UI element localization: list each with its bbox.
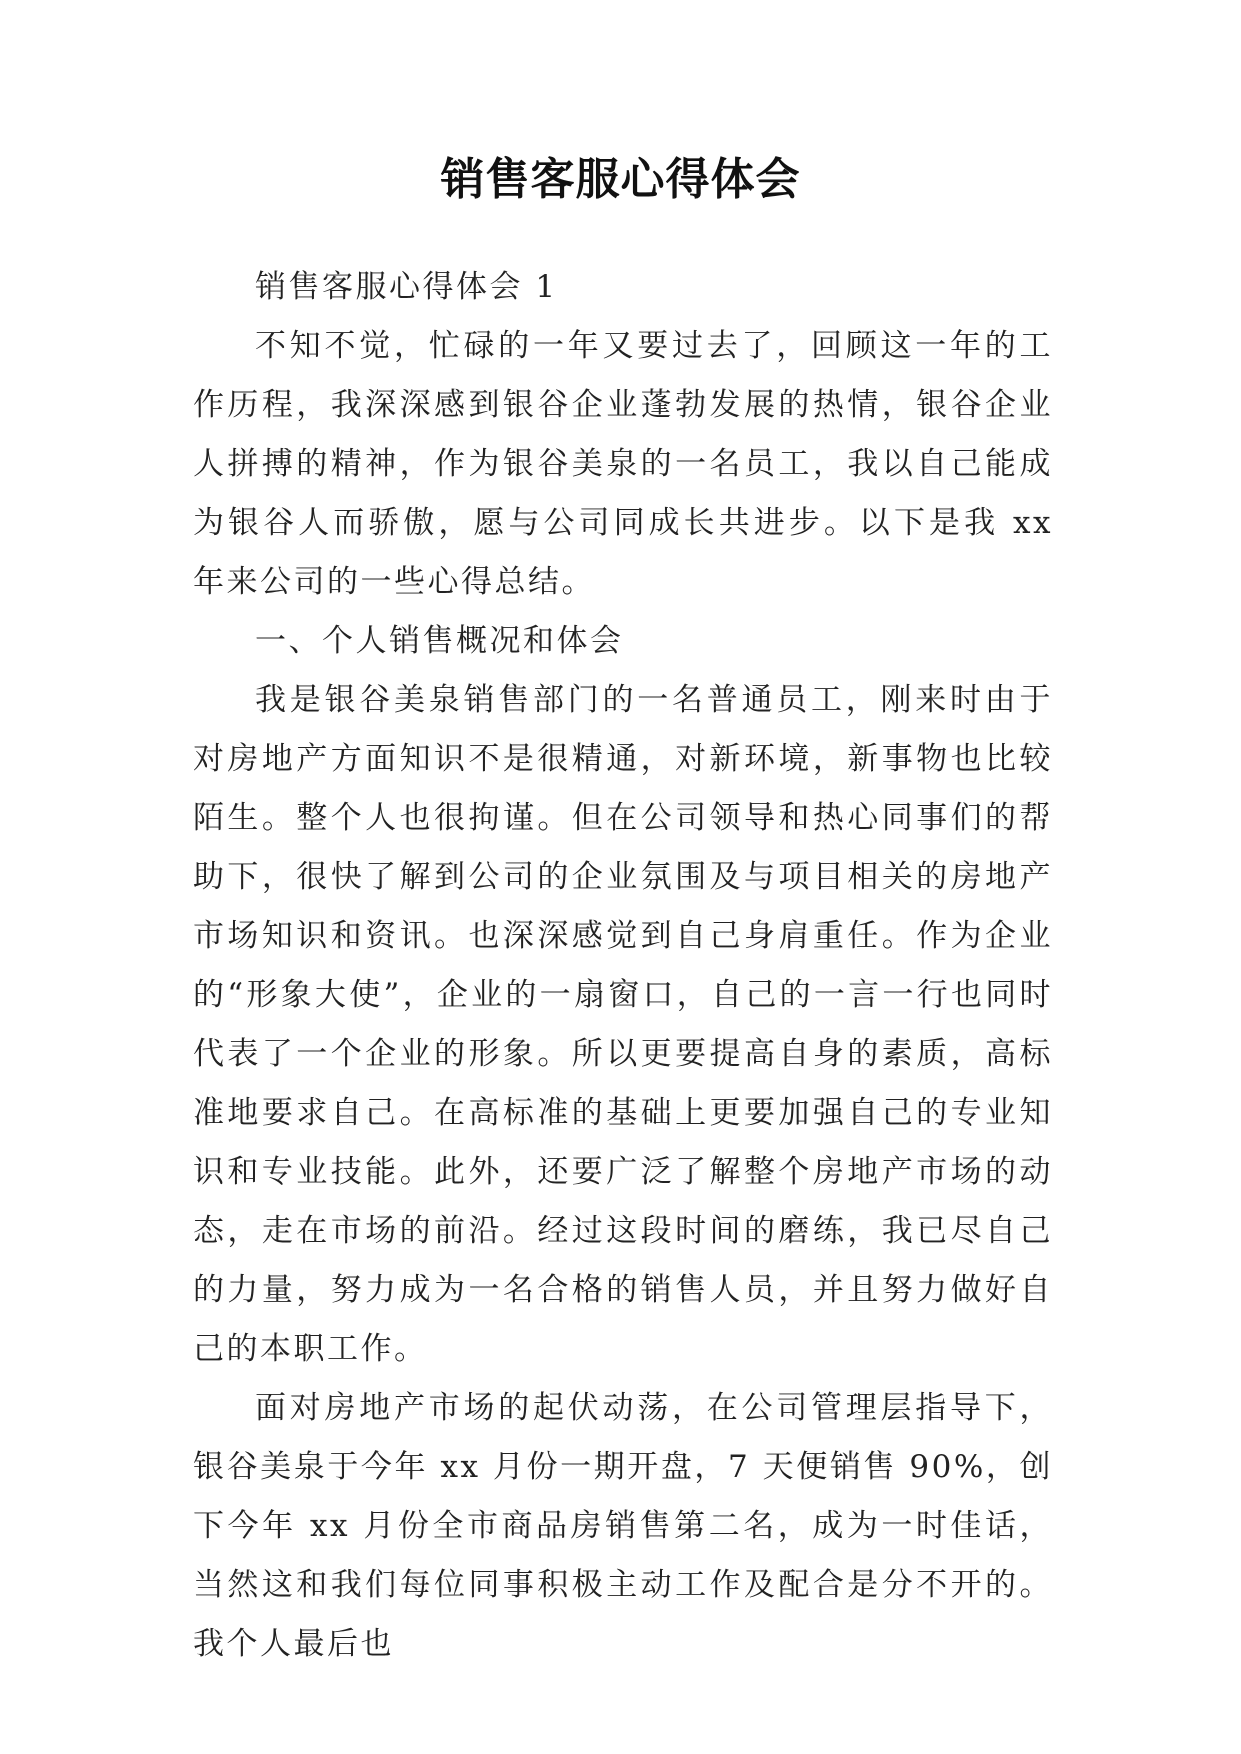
section-heading: 销售客服心得体会 1 [255, 269, 558, 305]
paragraph: 不知不觉，忙碌的一年又要过去了，回顾这一年的工作历程，我深深感到银谷企业蓬勃发展的热情，银谷企业人拼搏的精神，作为银谷美泉的一名员工，我以自己能成为银谷人而骄傲，愿与公司同成长共进步。以下是我 xx 年来公司的一些心得总结。 [193, 328, 1053, 600]
document-title: 销售客服心得体会 [440, 154, 801, 205]
paragraph: 面对房地产市场的起伏动荡，在公司管理层指导下，银谷美泉于今年 xx 月份一期开盘，7 天便销售 90%，创下今年 xx 月份全市商品房销售第二名，成为一时佳话，当然这和我们每位同事积极主动工作及配合是分不开的。我个人最后也 [193, 1390, 1053, 1662]
subsection-heading: 一、个人销售概况和体会 [255, 623, 624, 659]
paragraph: 我是银谷美泉销售部门的一名普通员工，刚来时由于对房地产方面知识不是很精通，对新环境，新事物也比较陌生。整个人也很拘谨。但在公司领导和热心同事们的帮助下，很快了解到公司的企业氛围及与项目相关的房地产市场知识和资讯。也深深感觉到自己身肩重任。作为企业的“形象大使”，企业的一扇窗口，自己的一言一行也同时代表了一个企业的形象。所以更要提高自身的素质，高标准地要求自己。在高标准的基础上更要加强自己的专业知识和专业技能。此外，还要广泛了解整个房地产市场的动态，走在市场的前沿。经过这段时间的磨练，我已尽自己的力量，努力成为一名合格的销售人员，并且努力做好自己的本职工作。 [193, 682, 1053, 1367]
document-body [193, 258, 1053, 1674]
